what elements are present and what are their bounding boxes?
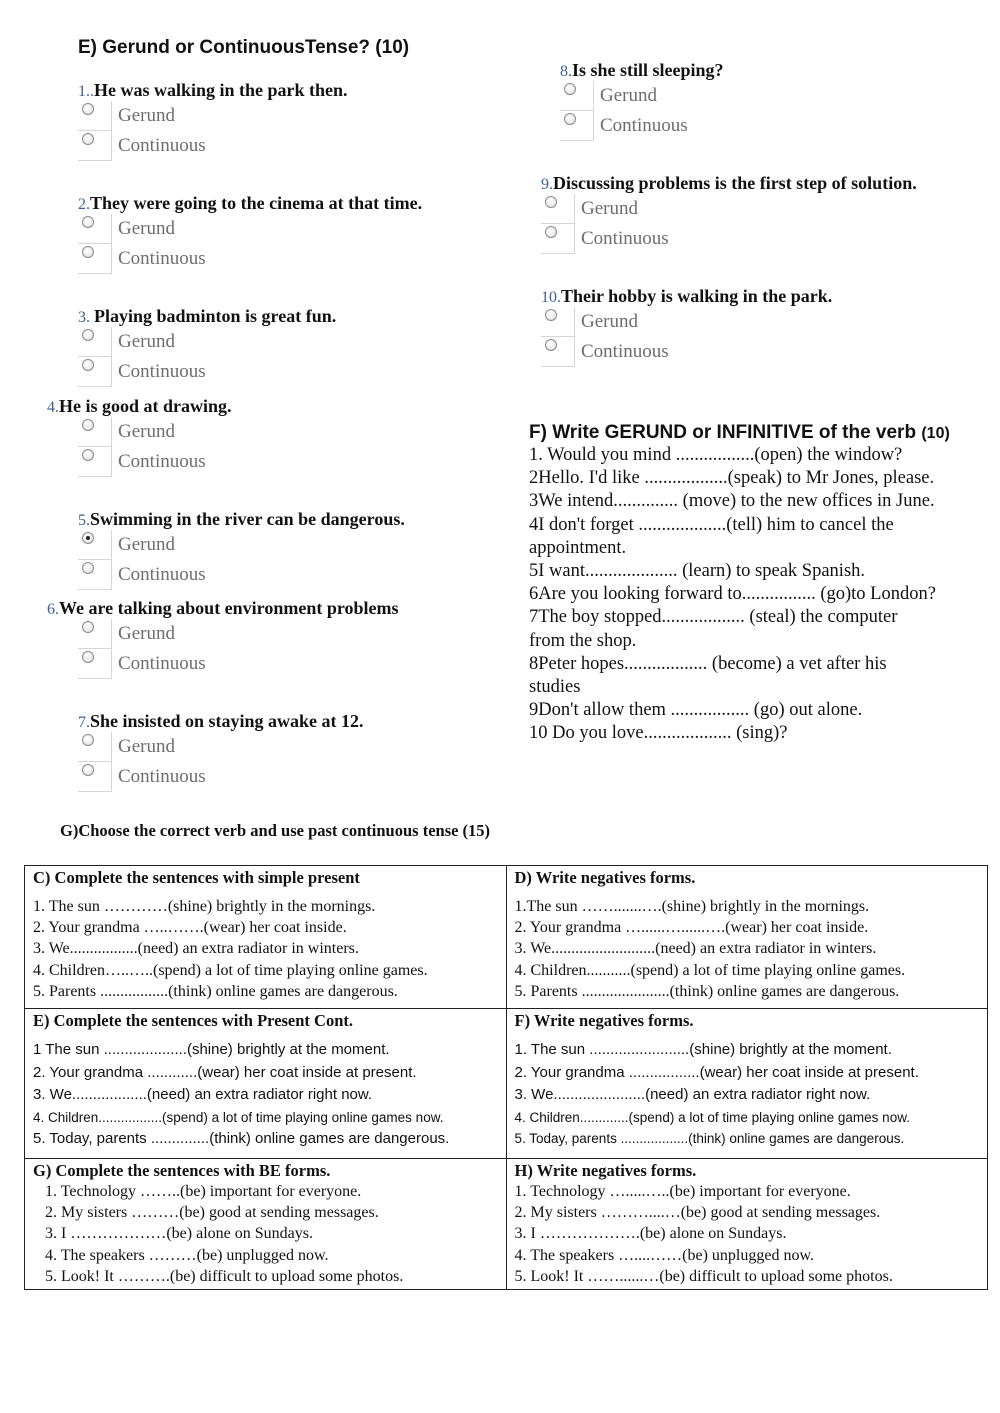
- radio-continuous[interactable]: [82, 449, 94, 461]
- question-text: They were going to the cinema at that time.: [90, 193, 423, 213]
- option-label: Continuous: [581, 341, 669, 362]
- radio-continuous[interactable]: [564, 113, 576, 125]
- cell-e: [25, 1009, 507, 1159]
- option-gerund[interactable]: [78, 214, 422, 244]
- f-line: studies: [529, 677, 581, 698]
- cell-c: [25, 866, 507, 1009]
- option-label: Gerund: [118, 623, 175, 644]
- option-label: Gerund: [118, 331, 175, 352]
- table-row: [25, 1009, 988, 1159]
- cell-line: 2. Your grandma ............(wear) her coat inside at present.: [33, 1063, 417, 1081]
- cell-line: 3. We.................(need) an extra radiator in winters.: [33, 940, 359, 958]
- cell-line: 4. Children...........(spend) a lot of time playing online games.: [514, 961, 906, 979]
- question-5: [78, 509, 405, 590]
- radio-continuous[interactable]: [82, 359, 94, 371]
- question-text: He is good at drawing.: [59, 396, 232, 416]
- option-gerund[interactable]: [541, 307, 832, 337]
- option-continuous[interactable]: [78, 649, 399, 679]
- question-7: [78, 711, 364, 792]
- option-gerund[interactable]: [78, 327, 336, 357]
- question-text: We are talking about environment problems: [59, 598, 399, 618]
- radio-continuous[interactable]: [82, 246, 94, 258]
- cell-d: [506, 866, 988, 1009]
- radio-gerund[interactable]: [82, 621, 94, 633]
- radio-gerund[interactable]: [82, 329, 94, 341]
- section-e-title: E) Gerund or ContinuousTense? (10): [78, 37, 410, 58]
- cell-title: D) Write negatives forms.: [514, 868, 696, 887]
- question-number: 5.: [78, 512, 90, 529]
- option-label: Gerund: [581, 311, 638, 332]
- cell-line: 3. I ………………(be) alone on Sundays.: [45, 1225, 313, 1243]
- option-label: Continuous: [118, 135, 206, 156]
- option-label: Gerund: [118, 218, 175, 239]
- question-text: Discussing problems is the first step of solution.: [553, 173, 917, 193]
- radio-gerund[interactable]: [82, 103, 94, 115]
- option-gerund[interactable]: [560, 81, 724, 111]
- cell-line: 2. My sisters ………....…(be) good at sending messages.: [514, 1204, 881, 1222]
- option-label: Gerund: [118, 534, 175, 555]
- option-gerund[interactable]: [541, 194, 917, 224]
- table-row: [25, 866, 988, 1009]
- question-number: 3.: [78, 309, 94, 326]
- cell-line: 2. Your grandma …......…......….(wear) her coat inside.: [514, 919, 869, 937]
- f-line: 5I want.................... (learn) to speak Spanish.: [529, 561, 866, 582]
- radio-continuous[interactable]: [545, 226, 557, 238]
- option-gerund[interactable]: [78, 619, 399, 649]
- section-f-title-text: F) Write GERUND or INFINITIVE of the verb: [529, 422, 917, 443]
- cell-f: [506, 1009, 988, 1159]
- f-line: 8Peter hopes.................. (become) a vet after his: [529, 653, 887, 674]
- cell-line: 1. The sun ........................(shine) brightly at the moment.: [514, 1041, 892, 1058]
- option-label: Gerund: [600, 85, 657, 106]
- question-number: 8.: [560, 63, 572, 80]
- section-f-title: [529, 422, 950, 444]
- f-line: 6Are you looking forward to................ (go)to London?: [529, 584, 936, 605]
- question-3: [78, 306, 336, 387]
- option-label: Continuous: [581, 228, 669, 249]
- radio-gerund-selected[interactable]: [82, 532, 94, 544]
- f-line: 10 Do you love................... (sing)?: [529, 723, 788, 744]
- radio-gerund[interactable]: [564, 83, 576, 95]
- cell-h: [506, 1159, 988, 1290]
- option-label: Gerund: [581, 198, 638, 219]
- option-continuous[interactable]: [541, 224, 917, 254]
- f-line: 1. Would you mind .................(open) the window?: [529, 445, 903, 465]
- section-f-points: (10): [921, 425, 950, 442]
- question-2: [78, 193, 422, 274]
- cell-line: 5. Look! It ……….(be) difficult to upload some photos.: [45, 1267, 404, 1285]
- question-text: Swimming in the river can be dangerous.: [90, 509, 405, 529]
- cell-line: 3. We......................(need) an extra radiator right now.: [514, 1086, 871, 1103]
- radio-gerund[interactable]: [545, 196, 557, 208]
- f-line: 2Hello. I'd like ..................(speak) to Mr Jones, please.: [529, 468, 935, 489]
- question-text: He was walking in the park then.: [94, 80, 348, 100]
- question-number: 10.: [541, 289, 561, 306]
- cell-line: 4. The speakers ………(be) unplugged now.: [45, 1246, 329, 1264]
- cell-line: 3. We..........................(need) an extra radiator in winters.: [514, 940, 877, 958]
- cell-line: 5. Today, parents ..................(think) online games are dangerous.: [514, 1130, 905, 1146]
- radio-gerund[interactable]: [82, 419, 94, 431]
- option-label: Gerund: [118, 105, 175, 126]
- cell-title: G) Complete the sentences with BE forms.: [33, 1161, 331, 1180]
- question-number: 4.: [47, 399, 59, 416]
- radio-gerund[interactable]: [545, 309, 557, 321]
- option-label: Continuous: [600, 115, 688, 136]
- option-continuous[interactable]: [78, 244, 422, 274]
- f-line: 7The boy stopped.................. (steal) the computer: [529, 607, 898, 628]
- cell-line: 4. Children.................(spend) a lot of time playing online games now.: [33, 1109, 444, 1125]
- option-label: Continuous: [118, 451, 206, 472]
- question-1: [78, 80, 348, 161]
- cell-title: F) Write negatives forms.: [514, 1011, 694, 1030]
- cell-title: E) Complete the sentences with Present Cont.: [33, 1011, 354, 1030]
- radio-continuous[interactable]: [82, 562, 94, 574]
- option-label: Continuous: [118, 361, 206, 382]
- option-label: Continuous: [118, 248, 206, 269]
- cell-line: 1.The sun …….......….(shine) brightly in the mornings.: [514, 898, 870, 915]
- cell-line: 4. Children.............(spend) a lot of time playing online games now.: [514, 1109, 910, 1125]
- option-continuous[interactable]: [541, 337, 832, 367]
- cell-line: 5. Parents ......................(think) online games are dangerous.: [514, 982, 900, 1000]
- question-4: [47, 396, 232, 477]
- question-number: 6.: [47, 601, 59, 618]
- radio-continuous[interactable]: [82, 133, 94, 145]
- cell-line: 1 The sun ....................(shine) brightly at the moment.: [33, 1041, 390, 1058]
- cell-line: 2. Your grandma …..…….(wear) her coat inside.: [33, 919, 347, 937]
- question-number: 9.: [541, 176, 553, 193]
- cell-line: 4. Children…..…..(spend) a lot of time playing online games.: [33, 961, 428, 979]
- option-gerund[interactable]: [78, 732, 364, 762]
- option-label: Continuous: [118, 564, 206, 585]
- radio-gerund[interactable]: [82, 734, 94, 746]
- option-continuous[interactable]: [78, 131, 348, 161]
- question-9: [541, 173, 917, 254]
- radio-gerund[interactable]: [82, 216, 94, 228]
- question-6: [47, 598, 399, 679]
- radio-continuous[interactable]: [545, 339, 557, 351]
- cell-title: C) Complete the sentences with simple present: [33, 868, 360, 887]
- question-text: Playing badminton is great fun.: [94, 306, 337, 326]
- cell-line: 5. Look! It ……......…(be) difficult to upload some photos.: [514, 1267, 893, 1285]
- section-g-title: G)Choose the correct verb and use past continuous tense (15): [60, 821, 491, 840]
- option-label: Gerund: [118, 736, 175, 757]
- option-continuous[interactable]: [78, 560, 405, 590]
- cell-line: 1. Technology ….....…..(be) important for everyone.: [514, 1183, 851, 1200]
- option-gerund[interactable]: [78, 530, 405, 560]
- option-label: Continuous: [118, 766, 206, 787]
- cell-g: [25, 1159, 507, 1290]
- option-continuous[interactable]: [560, 111, 724, 141]
- f-line: appointment.: [529, 537, 627, 558]
- option-gerund[interactable]: [78, 417, 232, 447]
- radio-continuous[interactable]: [82, 651, 94, 663]
- option-continuous[interactable]: [78, 447, 232, 477]
- question-10: [541, 286, 832, 367]
- cell-line: 2. My sisters ………(be) good at sending messages.: [45, 1204, 379, 1222]
- question-number: 7.: [78, 714, 90, 731]
- option-continuous[interactable]: [78, 357, 336, 387]
- f-line: 3We intend.............. (move) to the new offices in June.: [529, 491, 935, 512]
- cell-line: 4. The speakers …....……(be) unplugged now.: [514, 1246, 814, 1264]
- option-label: Continuous: [118, 653, 206, 674]
- exercise-table: [24, 865, 988, 1290]
- cell-line: 1. Technology ……..(be) important for everyone.: [45, 1183, 362, 1200]
- section-f-lines: [529, 444, 936, 746]
- cell-title: H) Write negatives forms.: [514, 1161, 697, 1180]
- option-gerund[interactable]: [78, 101, 348, 131]
- question-number: 2.: [78, 196, 90, 213]
- cell-line: 5. Today, parents ..............(think) online games are dangerous.: [33, 1129, 450, 1147]
- question-number: 1..: [78, 83, 94, 100]
- option-continuous[interactable]: [78, 762, 364, 792]
- question-text: Their hobby is walking in the park.: [561, 286, 833, 306]
- cell-line: 3. I ……………….(be) alone on Sundays.: [514, 1225, 787, 1243]
- table-row: [25, 1159, 988, 1290]
- cell-line: 5. Parents .................(think) online games are dangerous.: [33, 982, 398, 1000]
- cell-line: 2. Your grandma .................(wear) her coat inside at present.: [514, 1063, 919, 1081]
- option-label: Gerund: [118, 421, 175, 442]
- question-text: Is she still sleeping?: [572, 60, 724, 80]
- cell-line: 3. We..................(need) an extra radiator right now.: [33, 1086, 373, 1103]
- f-line: 9Don't allow them ................. (go) out alone.: [529, 700, 863, 721]
- question-8: [560, 60, 724, 141]
- f-line: 4I don't forget ...................(tell) him to cancel the: [529, 514, 894, 535]
- cell-line: 1. The sun …………(shine) brightly in the mornings.: [33, 898, 376, 915]
- radio-continuous[interactable]: [82, 764, 94, 776]
- f-line: from the shop.: [529, 630, 637, 651]
- question-text: She insisted on staying awake at 12.: [90, 711, 364, 731]
